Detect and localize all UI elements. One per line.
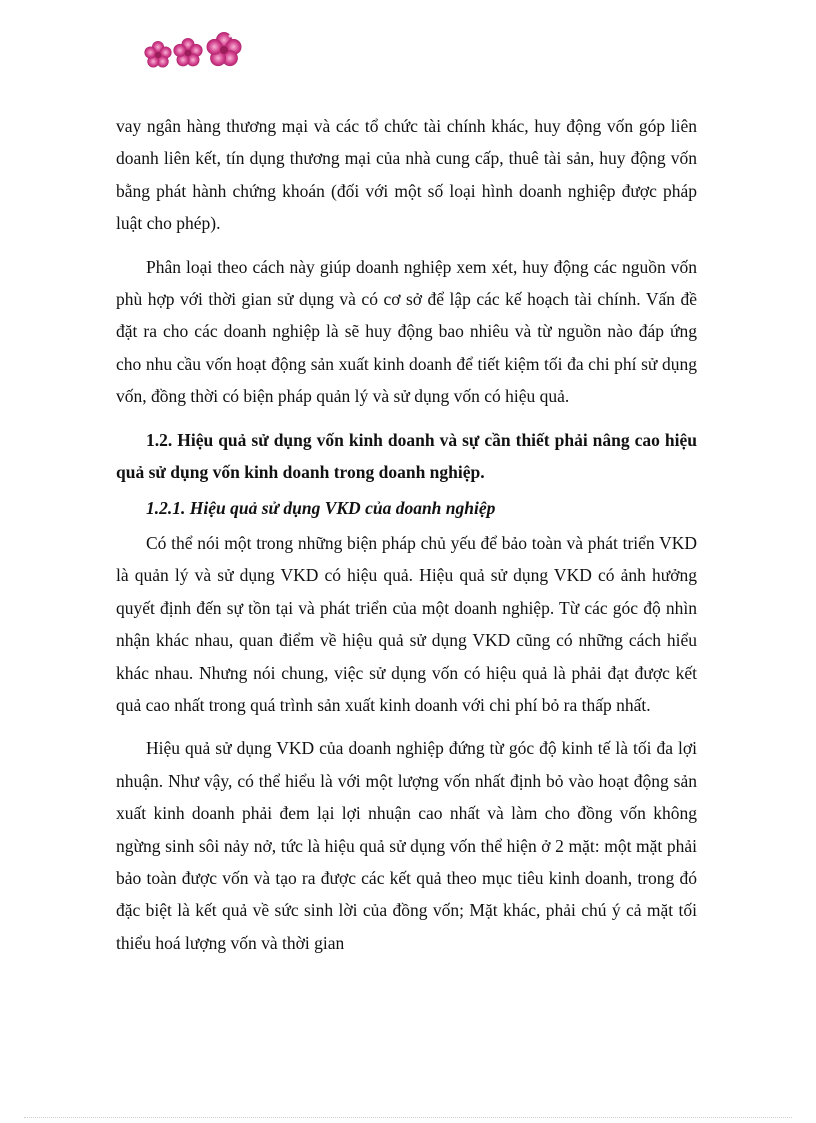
- paragraph-efficiency-intro: Có thể nói một trong những biện pháp chủ yếu để bảo toàn và phát triển VKD là quản lý và sử dụng VKD có hiệu quả. Hiệu quả sử dụng VKD có ảnh hưởng quyết định đến sự tồn tại và phát triển của một doanh nghiệp. Từ các góc độ nhìn nhận khác nhau, quan điểm về hiệu quả sử dụng VKD cũng có những cách hiểu khác nhau. Nhưng nói chung, việc sử dụng vốn có hiệu quả là phải đạt được kết quả cao nhất trong quá trình sản xuất kinh doanh với chi phí bỏ ra thấp nhất.: [116, 532, 697, 715]
- paragraph-continued: vay ngân hàng thương mại và các tổ chức tài chính khác, huy động vốn góp liên doanh liên kết, tín dụng thương mại của nhà cung cấp, thuê tài sản, huy động vốn bằng phát hành chứng khoán (đối với một số loại hình doanh nghiệp được pháp luật cho phép).: [116, 116, 697, 234]
- flower-icon: [144, 41, 171, 68]
- flower-icon: [173, 38, 202, 66]
- paragraph-classification: Phân loại theo cách này giúp doanh nghiệp xem xét, huy động các nguồn vốn phù hợp với thời gian sử dụng và có cơ sở để lập các kế hoạch tài chính. Vấn đề đặt ra cho các doanh nghiệp là sẽ huy động bao nhiêu và từ nguồn nào đáp ứng cho nhu cầu vốn hoạt động sản xuất kinh doanh để tiết kiệm tối đa chi phí sử dụng vốn, đồng thời có biện pháp quản lý và sử dụng vốn có hiệu quả.: [116, 256, 697, 407]
- document-body: [116, 110, 697, 970]
- section-heading-1-2: 1.2. Hiệu quả sử dụng vốn kinh doanh và sự cần thiết phải nâng cao hiệu quả sử dụng vốn kinh doanh trong doanh nghiệp.: [116, 429, 697, 483]
- subsection-heading-1-2-1: 1.2.1. Hiệu quả sử dụng VKD của doanh nghiệp: [146, 498, 496, 519]
- header-flower-ornament: [142, 30, 252, 72]
- paragraph-efficiency-economic: Hiệu quả sử dụng VKD của doanh nghiệp đứng từ góc độ kinh tế là tối đa lợi nhuận. Như vậy, có thể hiểu là với một lượng vốn nhất định bỏ vào hoạt động sản xuất kinh doanh phải đem lại lợi nhuận cao nhất và làm cho đồng vốn không ngừng sinh sôi nảy nở, tức là hiệu quả sử dụng vốn thể hiện ở 2 mặt: một mặt phải bảo toàn được vốn và tạo ra được các kết quả theo mục tiêu kinh doanh, trong đó đặc biệt là kết quả về sức sinh lời của đồng vốn; Mặt khác, phải chú ý cả mặt tối thiểu hoá lượng vốn và thời gian: [116, 738, 697, 953]
- page-footer-divider: [24, 1117, 792, 1118]
- flower-icon: [207, 32, 242, 66]
